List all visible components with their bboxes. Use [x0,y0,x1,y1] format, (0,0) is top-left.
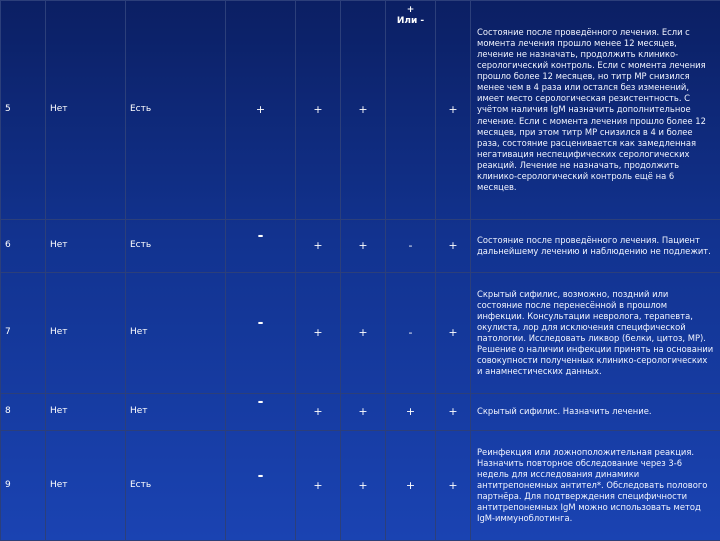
table-row [1,273,720,394]
clinical-signs-cell: Нет [46,220,126,273]
test-result-3: + [341,220,386,273]
row-number: 7 [1,273,46,394]
test-result-1: + [226,1,296,220]
test-result-5: + [436,394,471,431]
test-result-1: - [226,220,296,273]
test-result-2: + [296,1,341,220]
test-result-4: - [386,220,436,273]
clinical-signs-cell: Нет [46,1,126,220]
test-result-4: - [386,273,436,394]
history-cell: Нет [126,273,226,394]
test-result-2: + [296,273,341,394]
test-result-5: + [436,220,471,273]
test-result-2: + [296,431,341,541]
test-result-1: - [226,273,296,394]
test-result-3: + [341,394,386,431]
history-cell: Есть [126,220,226,273]
test-result-4: + [386,394,436,431]
interpretation-text: Состояние после проведённого лечения. Если с момента лечения прошло менее 12 месяцев, лечение не назначать, продолжить клинико-серологический контроль. Если с момента лечения прошло более 12 месяцев, но титр МР снизился менее чем в 4 раза или остался без изменений, имеет место серологическая резистентность. С учётом наличия IgM назначить дополнительное лечение. Если с момента лечения прошло более 12 месяцев, при этом титр МР снизился в 4 и более раза, состояние расценивается как замедленная негативация неспецифических серологических реакций. Лечение не назначать, продолжить клинико-серологический контроль ещё на 6 месяцев. [471,1,720,220]
test-result-5: + [436,1,471,220]
test-result-2: + [296,394,341,431]
table-row [1,1,720,220]
interpretation-text: Скрытый сифилис. Назначить лечение. [471,394,720,431]
table-row [1,394,720,431]
header-or-minus: Или - [386,16,435,27]
test-result-4: + [386,431,436,541]
interpretation-text: Реинфекция или ложноположительная реакция. Назначить повторное обследование через 3-6 недель для исследования динамики антитрепонемных антител*. Обследовать полового партнёра. Для подтверждения специфичности антитрепонемных IgM можно использовать метод IgM-иммуноблотинга. [471,431,720,541]
history-cell: Есть [126,431,226,541]
test-result-5: + [436,273,471,394]
table-row [1,220,720,273]
row-number: 9 [1,431,46,541]
clinical-signs-cell: Нет [46,273,126,394]
test-result-3: + [341,1,386,220]
test-result-2: + [296,220,341,273]
clinical-signs-cell: Нет [46,431,126,541]
test-result-3: + [341,431,386,541]
test-result-4-header [386,1,436,220]
test-result-5: + [436,431,471,541]
row-number: 5 [1,1,46,220]
row-number: 6 [1,220,46,273]
history-cell: Нет [126,394,226,431]
header-plus: + [386,1,435,16]
interpretation-text: Состояние после проведённого лечения. Пациент дальнейшему лечению и наблюдению не подлежит. [471,220,720,273]
row-number: 8 [1,394,46,431]
test-result-3: + [341,273,386,394]
history-cell: Есть [126,1,226,220]
table-row [1,431,720,541]
test-result-1: - [226,431,296,541]
test-result-1: - [226,394,296,431]
interpretation-text: Скрытый сифилис, возможно, поздний или состояние после перенесённой в прошлом инфекции. Консультации невролога, терапевта, окулиста, лор для исключения специфической патологии. Исследовать ликвор (белки, цитоз, МР). Решение о наличии инфекции принять на основании совокупности полученных клинико-серологических и анамнестических данных. [471,273,720,394]
clinical-signs-cell: Нет [46,394,126,431]
